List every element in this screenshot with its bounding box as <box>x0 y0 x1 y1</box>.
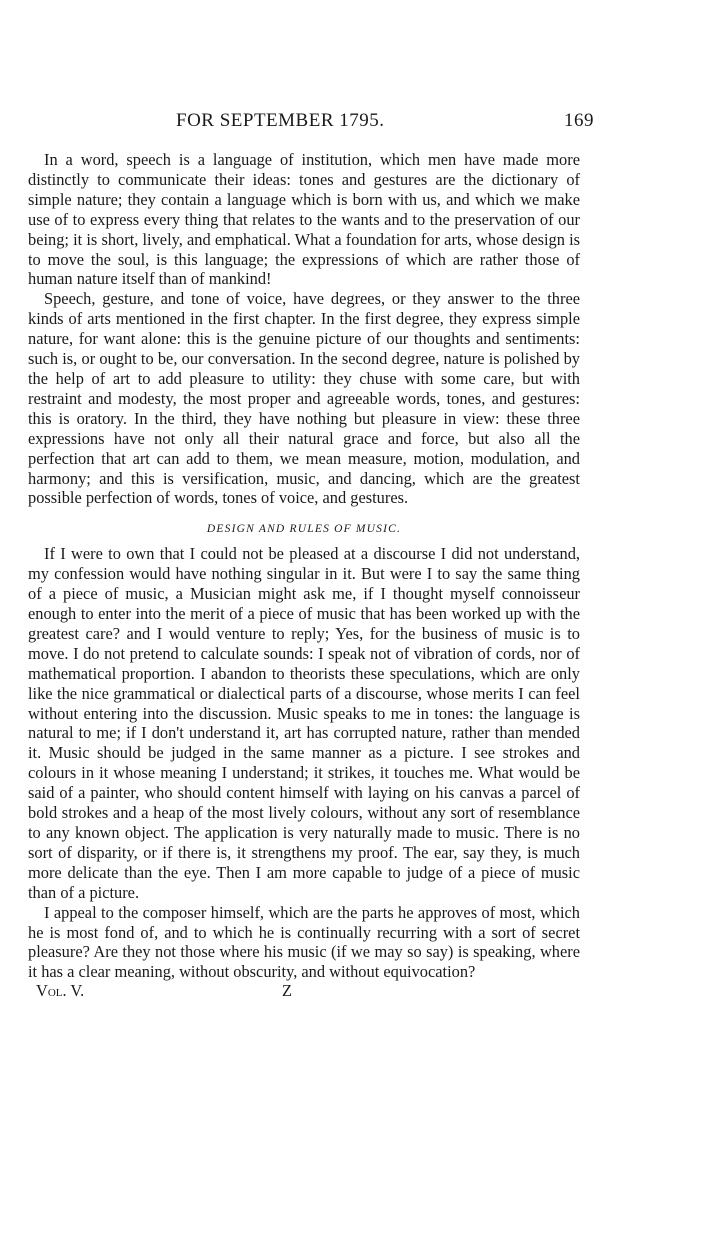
page-number: 169 <box>564 110 594 131</box>
paragraph-degrees-of-expression: Speech, gesture, and tone of voice, have degrees, or they answer to the three kinds of arts mentioned in the first chapter. In the first degree, they express simple nature, for want alone: this is the genuine picture of our thoughts and sentiments: such is, or ought to be, our conversation. In the second degree, nature is polished by the help of art to add pleasure to utility: they chuse with some care, but with restraint and modesty, the most proper and agreeable words, tones, and gestures: this is oratory. In the third, they have nothing but pleasure in view: these three expressions have not only all their natural grace and force, but also all the perfection that art can add to them, we mean measure, motion, modulation, and harmony; and this is versification, music, and dancing, which are the greatest possible perfection of words, tones of voice, and gestures. <box>28 289 580 508</box>
paragraph-appeal-to-composer: I appeal to the composer himself, which are the parts he approves of most, which he is most fond of, and to which he is continually recurring with a sort of secret pleasure? Are they not those where his music (if we may so say) is speaking, where it has a clear meaning, without obscurity, and without equivocation? <box>28 902 580 982</box>
running-head <box>28 110 594 140</box>
paragraph-design-of-music: If I were to own that I could not be pleased at a discourse I did not understand, my confession would have nothing singular in it. But were I to say the same thing of a piece of music, a Musician might ask me, if I thought myself connoisseur enough to enter into the merit of a piece of music that has been worked up with the greatest care? and I would venture to reply; Yes, for the business of music is to move. I do not pretend to calculate sounds: I speak not of vibration of cords, nor of mathematical proportion. I abandon to theorists these speculations, which are only like the nice grammatical or dialectical parts of a discourse, whose merits I can feel without entering into the discussion. Music speaks to me in tones: the language is natural to me; if I don't understand it, art has corrupted nature, rather than mended it. Music should be judged in the same manner as a picture. I see strokes and colours in it whose meaning I understand; it strikes, it touches me. What would be said of a painter, who should content himself with laying on his canvas a parcel of bold strokes and a heap of the most lively colours, without any sort of resemblance to any known object. The application is very naturally made to music. There is no sort of disparity, or if there is, it strengthens my proof. The ear, say they, is much more delicate than the eye. Then I am more capable to judge of a piece of music than of a picture. <box>28 544 580 902</box>
paragraph-speech-language: In a word, speech is a language of institution, which men have made more distinctly to communicate their ideas: tones and gestures are the dictionary of simple nature; they contain a language which is born with us, and which we make use of to express every thing that relates to the wants and to the preservation of our being; it is short, lively, and emphatical. What a foundation for arts, whose design is to move the soul, is this language; the expressions of which are rather those of human nature itself than of mankind! <box>28 150 580 289</box>
signature-mark: Z <box>282 981 293 1001</box>
body-text <box>28 150 580 1001</box>
book-page <box>28 0 594 1249</box>
volume-label: Vol. V. <box>36 981 85 1001</box>
section-heading: DESIGN AND RULES OF MUSIC. <box>206 523 402 536</box>
running-title: FOR SEPTEMBER 1795. <box>176 110 385 131</box>
page-footer <box>28 981 580 1001</box>
